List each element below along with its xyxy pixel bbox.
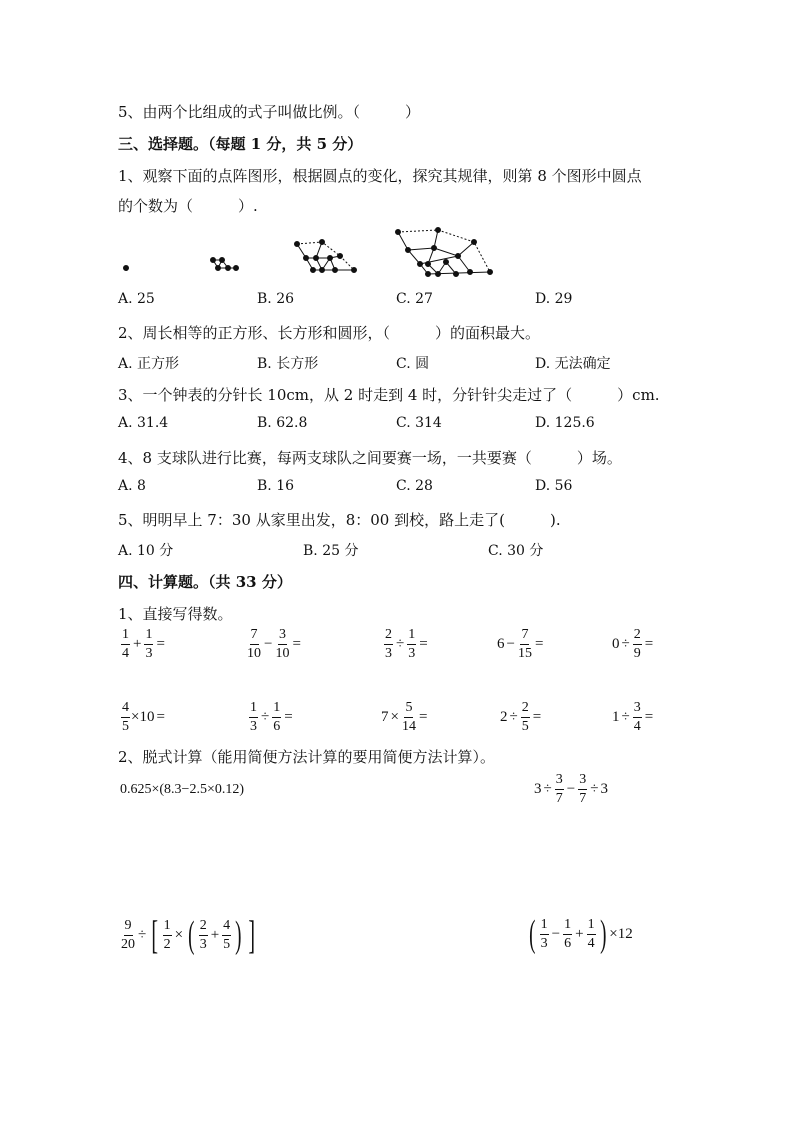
q4-option-d[interactable]: D. 56 (535, 478, 573, 494)
figure-2 (211, 258, 239, 271)
fraction: $\frac{9}{20}$ (121, 917, 135, 952)
fraction: $\frac{7}{10}$ (247, 627, 261, 661)
calc-1-title: 1、直接写得数。 (118, 605, 233, 623)
question-5-prev: 5、由两个比组成的式子叫做比例。（ ） (118, 103, 421, 121)
calc-2-title: 2、脱式计算（能用简便方法计算的要用简便方法计算）。 (118, 748, 496, 766)
fraction: $\frac{2}{5}$ (521, 700, 529, 734)
q2-option-c[interactable]: C. 圆 (396, 356, 430, 372)
calc-1-10: 1 ÷ $\frac{3}{4}$ = (612, 700, 654, 734)
calc-1-2: $\frac{7}{10}$ − $\frac{3}{10}$ = (247, 627, 301, 661)
fraction: $\frac{2}{3}$ (199, 917, 207, 952)
fraction: $\frac{2}{3}$ (385, 627, 392, 661)
q5-option-a[interactable]: A. 10 分 (118, 543, 174, 559)
q4-option-b[interactable]: B. 16 (257, 478, 295, 494)
calc-2-2: 3 ÷ $\frac{3}{7}$ − $\frac{3}{7}$ ÷ 3 (534, 772, 608, 806)
q3-option-b[interactable]: B. 62.8 (257, 415, 308, 431)
calc-1-3: $\frac{2}{3}$ ÷ $\frac{1}{3}$ = (385, 627, 428, 661)
calc-1-7: $\frac{1}{3}$ ÷ $\frac{1}{6}$ = (250, 700, 293, 734)
calc-2-4: ( $\frac{1}{3}$ − $\frac{1}{6}$ + $\frac{1}{4}$ ) ×12 (529, 913, 633, 955)
fraction: $\frac{2}{9}$ (633, 627, 641, 661)
section-3-title: 三、选择题。（每题 1 分，共 5 分） (118, 135, 363, 153)
fraction: $\frac{3}{4}$ (633, 700, 641, 734)
q3-option-c[interactable]: C. 314 (396, 415, 442, 431)
question-3: 3、一个钟表的分针长 10cm，从 2 时走到 4 时，分针针尖走过了（ ）cm. (118, 386, 660, 404)
calc-1-1: $\frac{1}{4}$ + $\frac{1}{3}$ = (122, 627, 165, 661)
q4-option-a[interactable]: A. 8 (118, 478, 146, 494)
calc-1-6: $\frac{4}{5}$ ×10 = (122, 700, 165, 734)
fraction: $\frac{1}{3}$ (540, 916, 548, 951)
fraction: $\frac{1}{6}$ (564, 916, 572, 951)
fraction: $\frac{1}{3}$ (408, 627, 416, 661)
dot-pattern-figures (0, 224, 794, 284)
fraction: $\frac{7}{15}$ (517, 627, 532, 661)
question-5: 5、明明早上 7：30 从家里出发，8：00 到校，路上走了( ). (118, 511, 561, 529)
q1-option-d[interactable]: D. 29 (535, 291, 573, 307)
fraction: $\frac{1}{3}$ (250, 700, 257, 734)
fraction: $\frac{1}{6}$ (273, 700, 281, 734)
section-4-title: 四、计算题。（共 33 分） (118, 573, 292, 591)
q1-option-a[interactable]: A. 25 (118, 291, 155, 307)
q4-option-c[interactable]: C. 28 (396, 478, 433, 494)
q1-option-b[interactable]: B. 26 (257, 291, 295, 307)
fraction: $\frac{1}{3}$ (145, 627, 153, 661)
fraction: $\frac{3}{7}$ (555, 772, 563, 806)
q2-option-b[interactable]: B. 长方形 (257, 356, 319, 372)
figure-1 (123, 265, 129, 271)
q5-option-b[interactable]: B. 25 分 (303, 543, 359, 559)
calc-1-4: 6 − $\frac{7}{15}$ = (497, 627, 544, 661)
fraction: $\frac{1}{4}$ (587, 916, 595, 951)
question-1-line2: 的个数为（ ）. (118, 197, 258, 215)
fraction: $\frac{1}{4}$ (122, 627, 129, 661)
q3-option-a[interactable]: A. 31.4 (118, 415, 169, 431)
fraction: $\frac{3}{10}$ (275, 627, 290, 661)
figure-3 (295, 240, 357, 273)
calc-2-1: 0.625×(8.3−2.5×0.12) (120, 782, 245, 797)
fraction: $\frac{1}{2}$ (163, 917, 171, 952)
calc-1-9: 2 ÷ $\frac{2}{5}$ = (500, 700, 542, 734)
question-4: 4、8 支球队进行比赛，每两支球队之间要赛一场，一共要赛（ ）场。 (118, 449, 622, 467)
fraction: $\frac{3}{7}$ (579, 772, 587, 806)
calc-2-3: $\frac{9}{20}$ ÷ [ $\frac{1}{2}$ × ( $\frac{2}{3}$ + $\frac{4}{5}$ ) ] (121, 912, 255, 957)
q2-option-a[interactable]: A. 正方形 (118, 356, 180, 372)
fraction: $\frac{4}{5}$ (223, 917, 231, 952)
fraction: $\frac{4}{5}$ (122, 700, 129, 734)
calc-1-8: 7 × $\frac{5}{14}$ = (381, 700, 428, 734)
q2-option-d[interactable]: D. 无法确定 (535, 356, 611, 372)
q5-option-c[interactable]: C. 30 分 (488, 543, 544, 559)
fraction: $\frac{5}{14}$ (401, 700, 416, 734)
q1-option-c[interactable]: C. 27 (396, 291, 433, 307)
calc-1-5: 0 ÷ $\frac{2}{9}$ = (612, 627, 654, 661)
figure-4 (396, 228, 493, 277)
question-2: 2、周长相等的正方形、长方形和圆形，（ ）的面积最大。 (118, 324, 541, 342)
question-1-line1: 1、观察下面的点阵图形，根据圆点的变化，探究其规律，则第 8 个图形中圆点 (118, 167, 642, 185)
q3-option-d[interactable]: D. 125.6 (535, 415, 595, 431)
